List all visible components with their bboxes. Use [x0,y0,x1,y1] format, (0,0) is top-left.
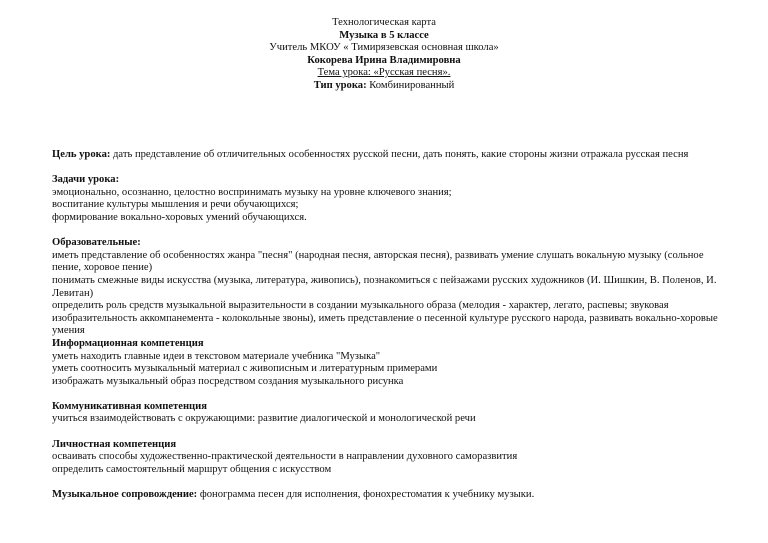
header-teacher-name: Кокорева Ирина Владимировна [307,54,461,66]
informational-heading: Информационная компетенция [52,337,204,349]
header-title: Технологическая карта [332,17,436,28]
educational-item: определить роль средств музыкальной выразительности в создании музыкального образа (мелодия - характер, легато, распевы; звуковая изобразительность аккомпанемента - колокольные звоны), иметь представление о песенной культуре русского народа, развивать вокально-хоровые умения [52,300,718,337]
goal-paragraph [52,149,722,162]
accompaniment-paragraph [52,489,722,502]
personal-heading: Личностная компетенция [52,438,177,450]
communicative-heading: Коммуникативная компетенция [52,400,207,412]
header-teacher-school: Учитель МКОУ « Тимирязевская основная школа» [269,42,499,53]
tasks-heading: Задачи урока: [52,174,120,186]
informational-item: уметь находить главные идеи в текстовом материале учебника "Музыка" [52,350,381,362]
goal-text: дать представление об отличительных особенностях русской песни, дать понять, какие стороны жизни отражала русская песня [110,149,689,160]
educational-heading: Образовательные: [52,237,141,249]
lesson-type-label: Тип урока: [313,79,367,91]
lesson-type-value: Комбинированный [366,79,455,91]
informational-item: уметь соотносить музыкальный материал с живописным и литературным примерами [52,363,438,375]
document-body [52,149,722,502]
task-item: воспитание культуры мышления и речи обучающихся; [52,199,299,211]
informational-item: изображать музыкальный образ посредством создания музыкального рисунка [52,375,404,387]
accompaniment-text: фонограмма песен для исполнения, фонохрестоматия к учебнику музыки. [197,489,535,501]
educational-item: понимать смежные виды искусства (музыка, литература, живопись), познакомиться с пейзажами русских художников (И. Шишкин, В. Поленов, И. Левитан) [52,274,717,299]
header-subject: Музыка в 5 классе [339,29,429,41]
personal-item: определить самостоятельный маршрут общения с искусством [52,463,332,475]
header-lesson-topic: Тема урока: «Русская песня». [317,67,451,78]
header-lesson-type [0,80,768,93]
accompaniment-label: Музыкальное сопровождение: [52,489,198,501]
goal-label: Цель урока: [52,149,111,160]
educational-item: иметь представление об особенностях жанра "песня" (народная песня, авторская песня), развивать умение слушать вокальную музыку (сольное пение, хоровое пение) [52,249,704,274]
task-item: формирование вокально-хоровых умений обучающихся. [52,211,307,223]
task-item: эмоционально, осознанно, целостно воспринимать музыку на уровне ключевого знания; [52,186,452,198]
document-header [0,17,768,92]
communicative-item: учиться взаимодействовать с окружающими: развитие диалогической и монологической речи [52,413,476,425]
personal-item: осваивать способы художественно-практической деятельности в направлении духовного саморазвития [52,451,518,463]
